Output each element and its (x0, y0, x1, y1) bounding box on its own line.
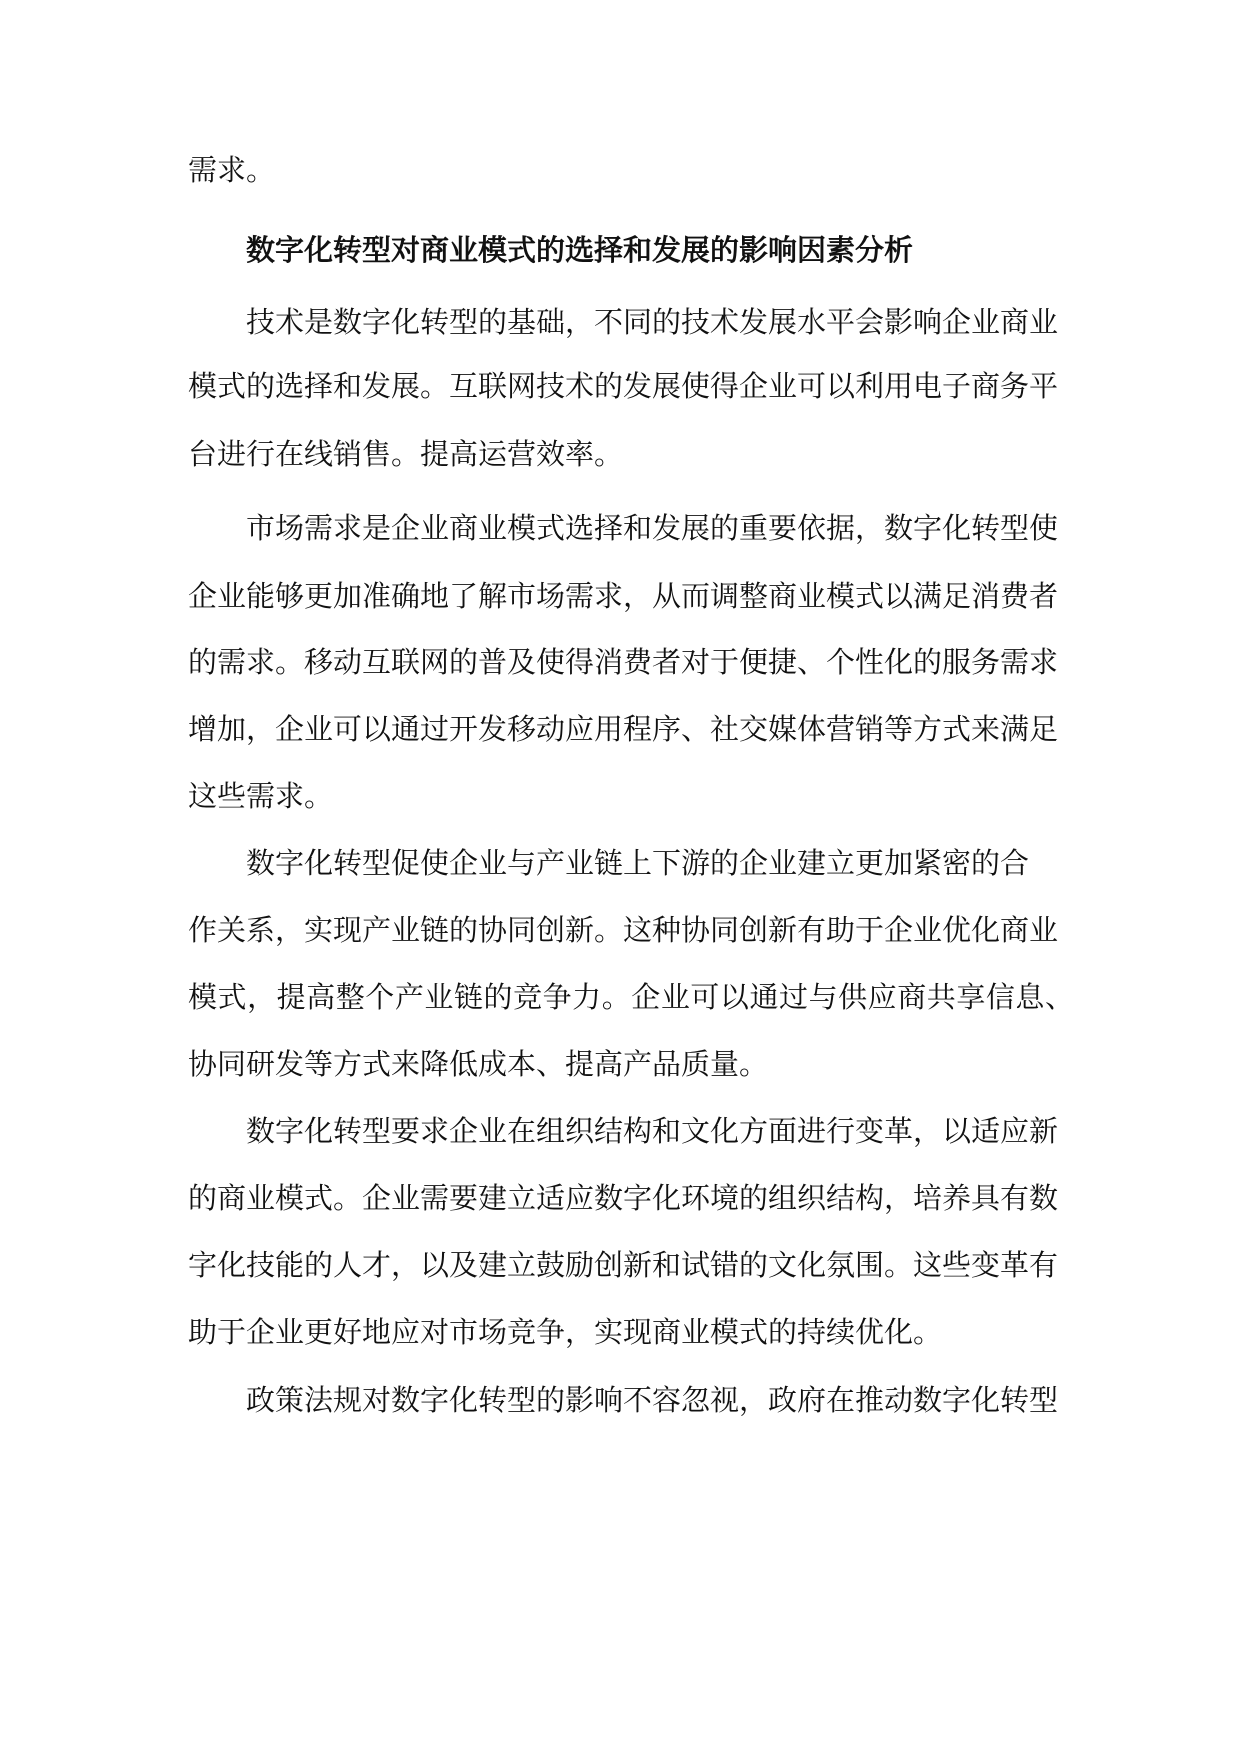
text-line: 增加，企业可以通过开发移动应用程序、社交媒体营销等方式来满足 (188, 712, 1059, 746)
text-line: 市场需求是企业商业模式选择和发展的重要依据，数字化转型使 (246, 511, 1059, 545)
text-line: 企业能够更加准确地了解市场需求，从而调整商业模式以满足消费者 (188, 579, 1059, 613)
text-line: 这些需求。 (188, 779, 334, 813)
text-line: 模式，提高整个产业链的竞争力。企业可以通过与供应商共享信息、 (188, 980, 1074, 1014)
text-line: 字化技能的人才，以及建立鼓励创新和试错的文化氛围。这些变革有 (188, 1248, 1059, 1282)
text-line: 助于企业更好地应对市场竞争，实现商业模式的持续优化。 (188, 1315, 943, 1349)
text-line: 需求。 (188, 153, 276, 187)
text-line: 的商业模式。企业需要建立适应数字化环境的组织结构，培养具有数 (188, 1181, 1059, 1215)
text-line: 政策法规对数字化转型的影响不容忽视，政府在推动数字化转型 (246, 1383, 1059, 1417)
text-line: 的需求。移动互联网的普及使得消费者对于便捷、个性化的服务需求 (188, 645, 1059, 679)
text-line: 数字化转型促使企业与产业链上下游的企业建立更加紧密的合 (246, 846, 1030, 880)
text-line: 模式的选择和发展。互联网技术的发展使得企业可以利用电子商务平 (188, 369, 1059, 403)
section-heading: 数字化转型对商业模式的选择和发展的影响因素分析 (246, 233, 914, 267)
text-line: 数字化转型要求企业在组织结构和文化方面进行变革，以适应新 (246, 1114, 1059, 1148)
text-line: 作关系，实现产业链的协同创新。这种协同创新有助于企业优化商业 (188, 913, 1059, 947)
text-line: 技术是数字化转型的基础，不同的技术发展水平会影响企业商业 (246, 305, 1059, 339)
text-line: 台进行在线销售。提高运营效率。 (188, 437, 624, 471)
text-line: 协同研发等方式来降低成本、提高产品质量。 (188, 1047, 769, 1081)
